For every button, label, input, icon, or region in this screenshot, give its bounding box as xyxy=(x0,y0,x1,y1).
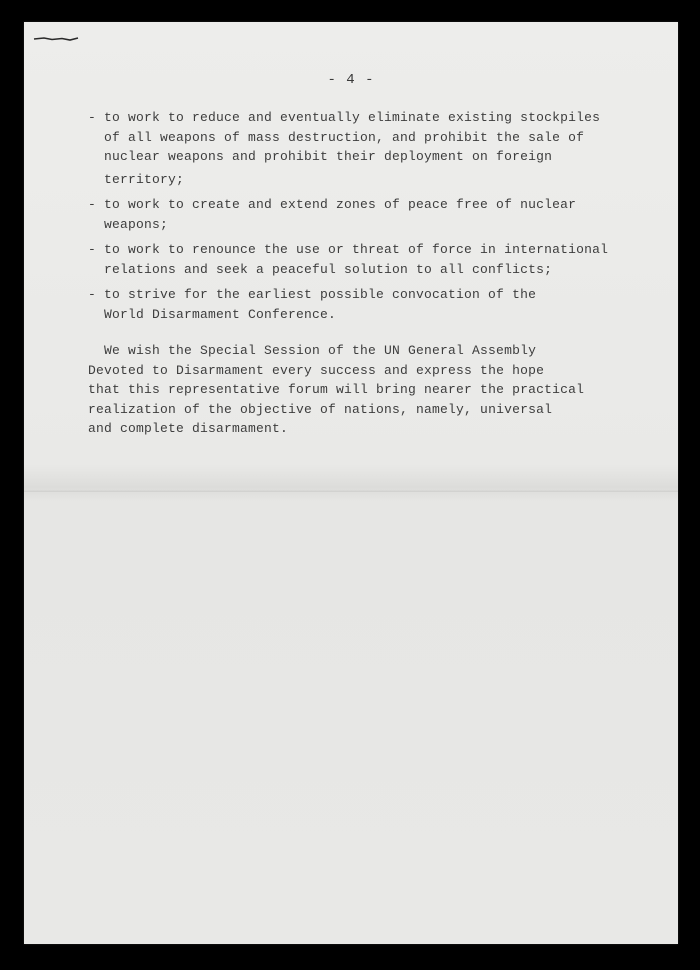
bullet-dash: - xyxy=(88,287,97,302)
closing-line: that this representative forum will bring nearer the practical xyxy=(88,382,585,397)
paper-sheet xyxy=(24,22,678,944)
bullet-item xyxy=(88,195,628,234)
staple-mark-icon xyxy=(32,36,82,42)
bullet-line: to strive for the earliest possible convocation of the xyxy=(104,287,537,302)
bullet-line: to work to reduce and eventually eliminate existing stockpiles xyxy=(104,110,601,125)
document-body xyxy=(88,108,628,439)
bullet-line: of all weapons of mass destruction, and prohibit the sale of xyxy=(104,129,585,145)
bullet-line: weapons; xyxy=(104,216,169,232)
bullet-dash: - xyxy=(88,110,97,125)
closing-paragraph xyxy=(88,341,628,439)
bullet-line: nuclear weapons and prohibit their deployment on foreign xyxy=(104,149,553,164)
bullet-item xyxy=(88,285,628,324)
bullet-line: territory; xyxy=(104,171,185,187)
closing-line: We wish the Special Session of the UN General Assembly xyxy=(104,343,537,358)
bullet-dash: - xyxy=(88,197,97,212)
bullet-item xyxy=(88,240,628,279)
fold-line xyxy=(24,490,678,493)
bullet-line: relations and seek a peaceful solution to all conflicts; xyxy=(104,261,553,277)
bullet-line: World Disarmament Conference. xyxy=(104,306,337,322)
closing-line: Devoted to Disarmament every success and express the hope xyxy=(88,362,545,378)
bullet-dash: - xyxy=(88,242,97,257)
closing-line: and complete disarmament. xyxy=(88,421,289,436)
bullet-item xyxy=(88,108,628,189)
bullet-line: to work to create and extend zones of peace free of nuclear xyxy=(104,197,577,212)
closing-line: realization of the objective of nations, namely, universal xyxy=(88,401,553,417)
page-number: - 4 - xyxy=(327,72,375,88)
bullet-line: to work to renounce the use or threat of force in international xyxy=(104,242,609,257)
